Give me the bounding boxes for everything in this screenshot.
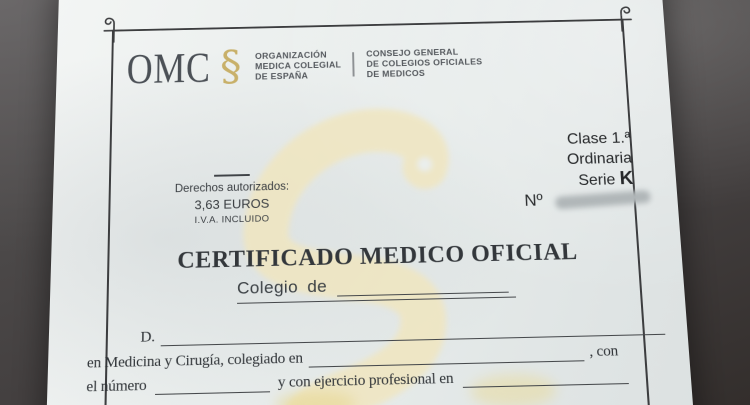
membership-suffix: , con bbox=[588, 343, 619, 361]
member-number-label: el número bbox=[86, 377, 147, 396]
certificate-number-row bbox=[524, 188, 651, 210]
organization-line: MEDICA COLEGIAL bbox=[254, 59, 342, 71]
college-label: Colegio de bbox=[237, 276, 328, 298]
member-number-blank-line bbox=[155, 376, 270, 395]
classification-block bbox=[565, 128, 634, 191]
practice-label: y con ejercicio profesional en bbox=[277, 370, 454, 392]
type-line: Ordinaria bbox=[566, 150, 633, 168]
organization-name bbox=[255, 49, 342, 82]
series-line: Serie K bbox=[577, 168, 635, 190]
number-label: Nº bbox=[523, 190, 544, 210]
series-value: K bbox=[619, 168, 635, 190]
membership-prefix: en Medicina y Cirugía, colegiado en bbox=[86, 350, 303, 372]
fees-label: Derechos autorizados: bbox=[174, 180, 290, 196]
organization-line: ORGANIZACIÓN bbox=[254, 49, 327, 61]
omc-logo bbox=[126, 40, 483, 91]
fees-amount: 3,63 EUROS bbox=[194, 195, 270, 213]
corner-flourish-icon bbox=[607, 4, 638, 32]
fees-block bbox=[152, 173, 312, 227]
corner-flourish-icon bbox=[98, 15, 128, 43]
certificate-number-redacted bbox=[554, 189, 650, 209]
council-line: CONSEJO GENERAL bbox=[366, 46, 459, 59]
logo-divider bbox=[353, 52, 355, 76]
class-line: Clase 1.ª bbox=[566, 130, 632, 148]
name-label: D. bbox=[140, 329, 155, 346]
certificate-title: CERTIFICADO MEDICO OFICIAL bbox=[177, 239, 579, 275]
council-line: DE MEDICOS bbox=[366, 67, 426, 79]
council-name bbox=[366, 46, 483, 79]
omc-serpent-icon: § bbox=[219, 42, 242, 91]
organization-line: DE ESPAÑA bbox=[255, 70, 309, 81]
fees-rule bbox=[214, 174, 250, 177]
council-line: DE COLEGIOS OFICIALES bbox=[366, 56, 483, 69]
certificate-paper bbox=[45, 0, 697, 405]
fees-tax-note: I.V.A. INCLUIDO bbox=[194, 213, 270, 226]
omc-acronym: OMC bbox=[126, 43, 211, 93]
